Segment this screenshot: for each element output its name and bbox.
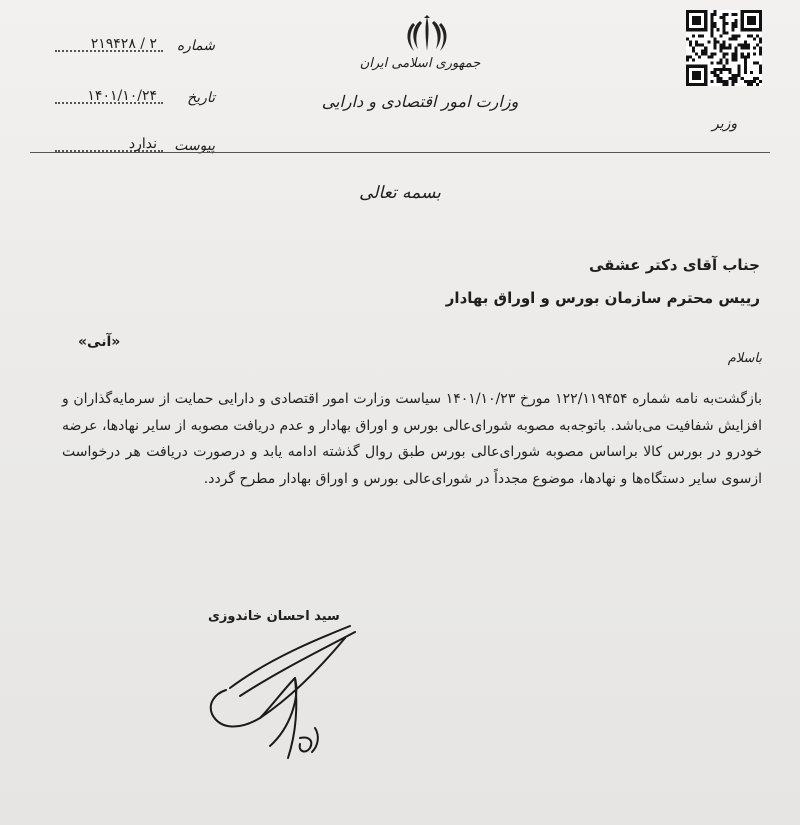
basmala: بسمه تعالی: [359, 183, 441, 203]
recipient-title: رییس محترم سازمان بورس و اوراق بهادار: [445, 289, 760, 307]
attachment-field: [55, 130, 215, 158]
signer-name: سید احسان خاندوزی: [208, 609, 340, 624]
iran-emblem-icon: [402, 15, 452, 55]
minister-label: وزیر: [712, 116, 738, 132]
republic-name: جمهوری اسلامی ایران: [359, 56, 481, 71]
ministry-name: وزارت امور اقتصادی و دارایی: [321, 92, 519, 111]
date-value: ۱۴۰۱/۱۰/۲۴: [87, 88, 157, 104]
signature-icon: [200, 618, 375, 768]
urgency-label: «آنی»: [78, 334, 121, 350]
number-value: ۲ / ۲۱۹۴۲۸: [90, 36, 157, 52]
salutation: باسلام: [727, 351, 762, 366]
attachment-value: ندارد: [128, 136, 157, 152]
date-field: [55, 82, 215, 110]
letter-body: بازگشت‌به نامه شماره ۱۲۲/۱۱۹۴۵۴ مورخ ۱۴۰۱/۱۰/۲۳ سیاست وزارت امور اقتصادی و دارایی حمایت از سرمایه‌گذاران و افزایش شفافیت می‌باشد. باتوجه‌به مصوبه شورای‌عالی بورس و اوراق بهادار و عدم دریافت مصوبه از سایر نهادها، عرضه خودرو در بورس کالا براساس مصوبه شورای‌عالی بورس طبق روال گذشته ادامه یابد و درصورت دریافت هر درخواست ازسوی سایر دستگاه‌ها و نهادها، موضوع مجدداً در شورای‌عالی بورس و اوراق بهادار مطرح گردد.: [62, 391, 763, 487]
header-divider: [30, 152, 770, 153]
number-field: [55, 30, 215, 58]
date-label: تاریخ: [187, 90, 215, 106]
number-label: شماره: [176, 38, 215, 54]
attachment-label: پیوست: [174, 138, 215, 154]
recipient-name: جناب آقای دکتر عشقی: [588, 256, 760, 274]
qr-code-icon: [686, 10, 762, 86]
